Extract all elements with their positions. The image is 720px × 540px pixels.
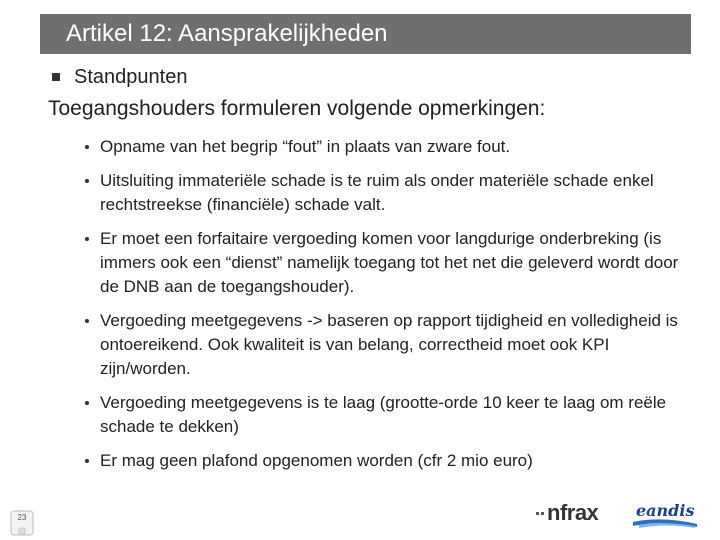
bullet-item (84, 449, 684, 473)
bullet-item (84, 169, 684, 217)
intro-text: Toegangshouders formuleren volgende opmerkingen: (48, 97, 546, 120)
page-number: 23 (17, 513, 27, 522)
dot-bullet-icon (85, 401, 89, 405)
bullet-item (84, 227, 684, 299)
bullet-item (84, 135, 684, 159)
slide-title: Artikel 12: Aansprakelijkheden (66, 20, 388, 47)
section-label: Standpunten (74, 65, 188, 88)
bullet-text: Vergoeding meetgegevens is te laag (grootte-orde 10 keer te laag om reële schade te dekken) (100, 393, 667, 436)
section-heading (52, 64, 187, 90)
bullet-text: Er moet een forfaitaire vergoeding komen voor langdurige onderbreking (is immers ook een “dienst” namelijk toegang tot het net die geleverd wordt door de DNB aan de toegangshouder). (100, 229, 679, 296)
bullet-text: Vergoeding meetgegevens -> baseren op rapport tijdigheid en volledigheid is ontoereikend. Ook kwaliteit is van belang, correctheid moet ook KPI zijn/worden. (100, 311, 678, 378)
infrax-logo (536, 500, 598, 526)
bullet-text: Uitsluiting immateriële schade is te ruim als onder materiële schade enkel rechtstreekse (financiële) schade valt. (100, 171, 654, 214)
title-bar (40, 14, 691, 54)
bullet-item (84, 391, 684, 439)
bullet-item (84, 309, 684, 381)
infrax-mark-icon (536, 512, 546, 515)
dot-bullet-icon (85, 179, 89, 183)
eandis-logo-text: eandis (636, 501, 695, 520)
bullet-text: Opname van het begrip “fout” in plaats van zware fout. (100, 137, 511, 156)
dot-bullet-icon (85, 319, 89, 323)
dot-bullet-icon (85, 459, 89, 463)
square-bullet-icon (52, 73, 60, 81)
bullet-list (84, 135, 684, 483)
infrax-logo-text: nfrax (547, 500, 599, 525)
bullet-text: Er mag geen plafond opgenomen worden (cfr 2 mio euro) (100, 451, 533, 470)
dot-bullet-icon (85, 145, 89, 149)
dot-bullet-icon (85, 237, 89, 241)
